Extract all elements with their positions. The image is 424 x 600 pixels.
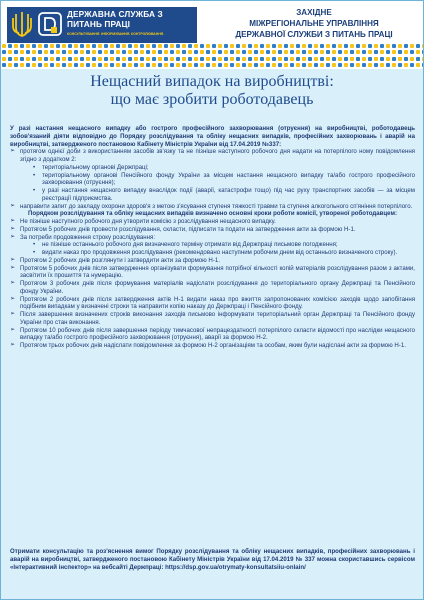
main-content bbox=[10, 125, 415, 350]
list-item bbox=[10, 234, 415, 257]
steps-list bbox=[10, 148, 415, 210]
intro-paragraph: У разі настання нещасного випадку або гострого професійного захворювання (отруєння) на виробництві, роботодавець зобов'язаний діяти відповідно до Порядку розслідування та обліку нещасних випадків, професійних захворювань і аварій на виробництві, затвердженого постановою Кабінету Міністрів України від 17.04.2019 №337: bbox=[10, 125, 415, 148]
trident-icon bbox=[10, 10, 34, 40]
list-item-text: За потреби продовження строку розслідування: bbox=[20, 233, 156, 241]
org-name: ДЕРЖАВНА СЛУЖБА З ПИТАНЬ ПРАЦІ bbox=[67, 9, 163, 29]
sub-list-item: • видати наказ про продовження розслідування (рекомендовано наступним робочим днем від останнього визначеного строку). bbox=[33, 249, 415, 257]
logo-block bbox=[7, 7, 197, 43]
list-item bbox=[10, 203, 415, 211]
list-item-text: протягом однієї доби з використанням засобів зв'язку та не пізніше наступного робочого дня надати на потерпілого ному повідомлення згідно з додатком 2: bbox=[20, 148, 415, 163]
list-item-text: Протягом трьох робочих днів надіслати повідомлення за формою Н-2 організаціям та особам, яким були надіслані акти за формою Н-1. bbox=[20, 342, 406, 349]
list-item bbox=[10, 148, 415, 202]
list-item-text: Протягом 10 робочих днів після завершення періоду тимчасової непрацездатності потерпілого скласти відомості про наслідки нещасного випадку та/або гострого професійного захворювання (отруєння), аварії за формою Н-2. bbox=[20, 326, 415, 342]
region-line-1: ЗАХІДНЕ bbox=[296, 8, 332, 17]
sub-list-item: • територіальному органові Держпраці; bbox=[33, 164, 415, 172]
list-item-text: Протягом 5 робочих днів після затвердження організувати формування потрібної кількості копій матеріалів розслідування разом з актами, засвітити їх прошиття та нумерацію. bbox=[20, 264, 415, 280]
list-item-text: Після завершення визначених строків виконання заходів письмово інформувати територіальний орган Держпраці та Пенсійного фонду України про стан виконання. bbox=[20, 311, 415, 326]
list-item bbox=[10, 218, 415, 226]
page-title bbox=[1, 73, 423, 109]
sub-list bbox=[20, 164, 415, 203]
list-item-text: Протягом 5 робочих днів провести розслідування, скласти, підписати та подати на затвердження акти за формою Н-1. bbox=[20, 225, 356, 233]
list-item bbox=[10, 327, 415, 343]
region-line-2: МІЖРЕГІОНАЛЬНЕ УПРАВЛІННЯ bbox=[249, 19, 379, 28]
sub-list bbox=[20, 241, 415, 257]
list-item-text: Не пізніше наступного робочого дня утворити комісію з розслідування нещасного випадку. bbox=[20, 218, 276, 225]
list-item bbox=[10, 265, 415, 281]
list-item-text: Протягом 2 робочих днів розглянути і затвердити акти за формою Н-1. bbox=[20, 256, 220, 264]
list-item bbox=[10, 296, 415, 312]
title-line-1: Нещасний випадок на виробництві: bbox=[90, 73, 334, 90]
sub-list-item: • не пізніше останнього робочого дня визначеного терміну отримати від Держпраці письмове погодження; bbox=[33, 241, 415, 249]
decorative-pattern bbox=[1, 43, 423, 69]
list-item-text: направити запит до закладу охорони здоров'я з метою з'ясування ступеня тяжкості травми та ступеня алкогольного сп'яніння потерпілого. bbox=[20, 202, 413, 210]
sub-list-item: • територіальному органові Пенсійного фонду України за місцем настання нещасного випадку та/або гострого професійного захворювання (отруєння); bbox=[33, 172, 415, 188]
section-title: Порядком розслідування та обліку нещасних випадків визначено основні кроки роботи комісії, утвореної роботодавцем: bbox=[27, 210, 398, 218]
region-line-3: ДЕРЖАВНОЇ СЛУЖБИ З ПИТАНЬ ПРАЦІ bbox=[235, 30, 393, 39]
list-item bbox=[10, 311, 415, 327]
list-item bbox=[10, 226, 415, 234]
list-item-text: Протягом 2 робочих днів після затвердження актів Н-1 видати наказ про вжиття запропонованих комісією заходів щодо запобігання подібним випадкам у визначені строки та направити копію наказу до Держпраці і Пенсійного фонду. bbox=[20, 295, 415, 311]
list-item bbox=[10, 280, 415, 296]
dsp-emblem-icon bbox=[38, 12, 62, 36]
commission-steps-list bbox=[10, 218, 415, 350]
list-item bbox=[10, 257, 415, 265]
tagline: КОНСУЛЬТУВАННЯ. ІНФОРМУВАННЯ. КОНТРОЛЮВАННЯ. bbox=[67, 32, 165, 36]
sub-list-item: • у разі настання нещасного випадку внаслідок події (аварії, катастрофи тощо) під час руху транспортних засобів — за місцем реєстрації підприємства. bbox=[33, 187, 415, 203]
footer-note: Отримати консультацію та роз'яснення вимог Порядку розслідування та обліку нещасних випадків, професійних захворювань і аварій на виробництві, затвердженого постановою Кабінету Міністрів України від 17.04.2019 № 337 можна скориставшись сервісом «Інтерактивний інспектор» на вебсайті Держпраці: https://dsp.gov.ua/otrymaty-konsultatsiiu-onlain/ bbox=[10, 548, 415, 571]
region-title bbox=[209, 7, 419, 40]
list-item bbox=[10, 342, 415, 350]
title-line-2: що має зробити роботодавець bbox=[110, 91, 314, 108]
list-item-text: Протягом 3 робочих днів після формування матеріалів надіслати розслідування до територіального органу Держпраці та Пенсійного фонду України. bbox=[20, 280, 415, 295]
